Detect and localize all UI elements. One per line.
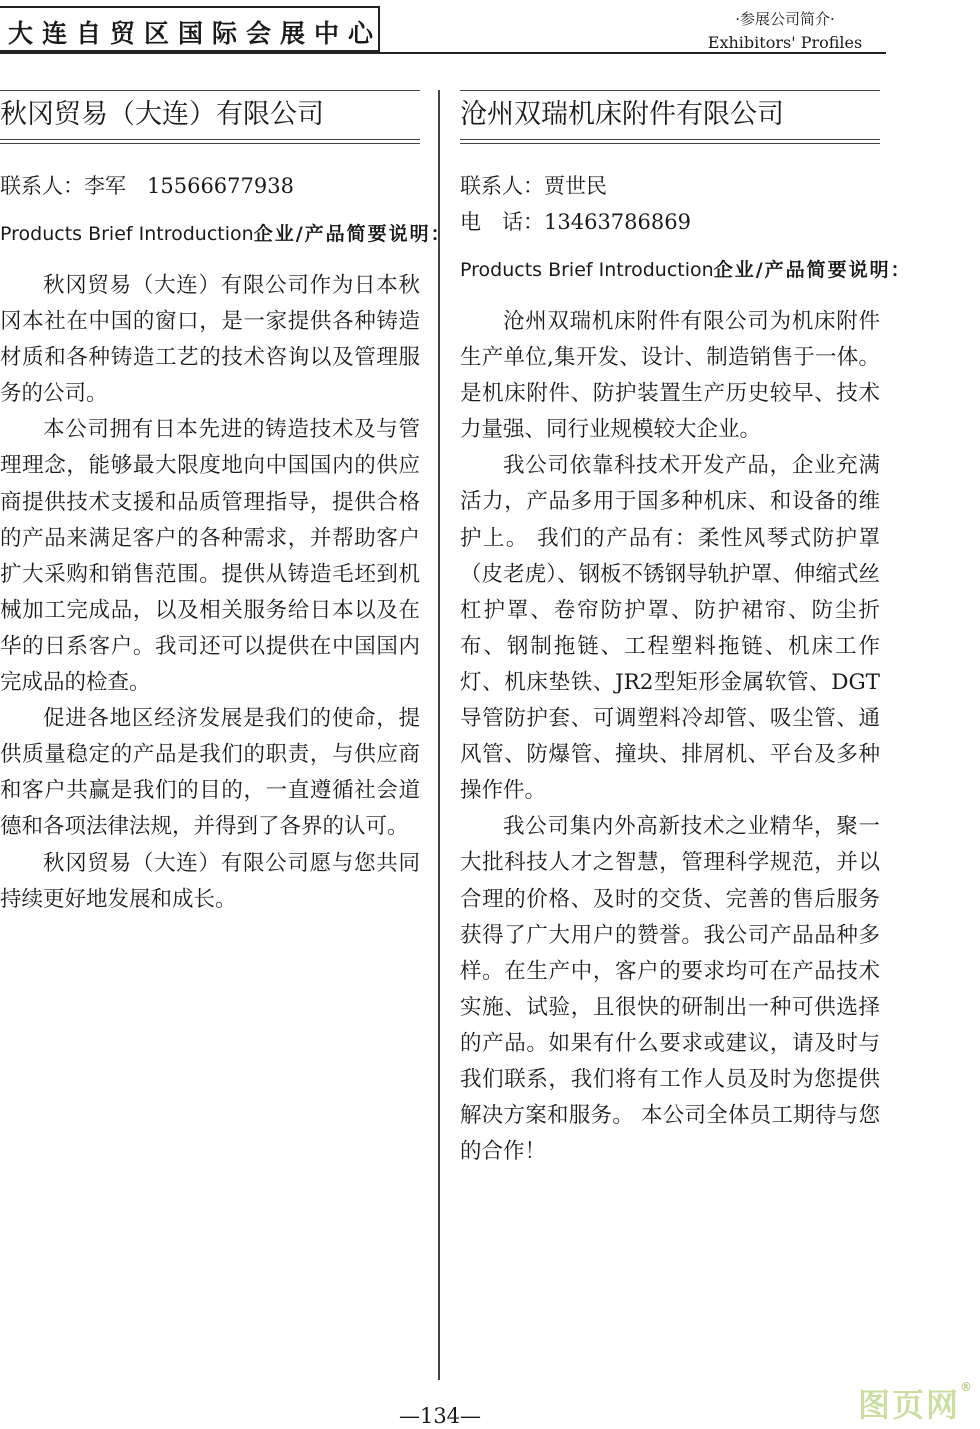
title-rule-bottom	[460, 139, 880, 144]
title-rule-bottom	[0, 139, 420, 144]
contact-line: 联系人：贾世民	[460, 174, 607, 198]
contact-block	[0, 168, 420, 204]
paragraph: 促进各地区经济发展是我们的使命，提供质量稳定的产品是我们的职责，与供应商和客户共赢是我们的目的，一直遵循社会道德和各项法律法规，并得到了各界的认可。	[0, 706, 420, 840]
registered-mark: ®	[960, 1380, 975, 1394]
paragraph: 秋冈贸易（大连）有限公司作为日本秋冈本社在中国的窗口，是一家提供各种铸造材质和各种铸造工艺的技术咨询以及管理服务的公司。	[0, 273, 420, 407]
title-rule-top	[460, 90, 880, 91]
company-profile-left	[0, 90, 452, 918]
paragraph: 我公司依靠科技术开发产品，企业充满活力，产品多用于国多种机床、和设备的维护上。 我们的产品有：柔性风琴式防护罩（皮老虎）、钢板不锈钢导轨护罩、伸缩式丝杠护罩、卷帘防护罩、防护裙帘、防尘折布、钢制拖链、工程塑料拖链、机床工作灯、机床垫铁、JR2型矩形金属软管、DGT导管防护套、可调塑料冷却管、吸尘管、通风管、防爆管、撞块、排屑机、平台及多种操作件。	[460, 453, 880, 804]
header-rule	[0, 52, 886, 54]
intro-heading	[460, 250, 912, 290]
intro-heading-cn: 企业/产品简要说明：	[713, 259, 912, 281]
intro-heading	[0, 214, 452, 254]
intro-heading-cn: 企业/产品简要说明：	[253, 223, 452, 245]
paragraph: 秋冈贸易（大连）有限公司愿与您共同持续更好地发展和成长。	[0, 850, 420, 912]
section-label: ·参展公司简介·	[735, 10, 835, 28]
paragraph: 沧州双瑞机床附件有限公司为机床附件生产单位,集开发、设计、制造销售于一体。是机床附件、防护装置生产历史较早、技术力量强、同行业规模较大企业。	[460, 309, 880, 443]
company-description	[460, 304, 880, 1170]
paragraph: 我公司集内外高新技术之业精华，聚一大批科技人才之智慧，管理科学规范，并以合理的价格、及时的交货、完善的售后服务获得了广大用户的赞誉。我公司产品品种多样。在生产中，客户的要求均可在产品技术实施、试验，且很快的研制出一种可供选择的产品。如果有什么要求或建议，请及时与我们联系，我们将有工作人员及时为您提供解决方案和服务。 本公司全体员工期待与您的合作！	[460, 814, 880, 1165]
company-title: 沧州双瑞机床附件有限公司	[460, 99, 784, 130]
section-label-en: Exhibitors' Profiles	[707, 33, 863, 52]
intro-heading-en: Products Brief Introduction	[0, 223, 254, 245]
column-divider	[438, 90, 440, 1380]
title-rule-top	[0, 90, 420, 91]
company-title: 秋冈贸易（大连）有限公司	[0, 99, 324, 130]
intro-heading-en: Products Brief Introduction	[460, 259, 714, 281]
contact-line: 联系人：李军 15566677938	[0, 174, 294, 198]
page-number: —134—	[398, 1404, 482, 1428]
watermark-logo	[858, 1380, 974, 1426]
watermark-text: 图页网	[858, 1386, 961, 1424]
company-description	[0, 268, 420, 918]
brand-title: 大连自贸区国际会展中心	[8, 19, 383, 48]
company-profile-right	[460, 90, 912, 1170]
paragraph: 本公司拥有日本先进的铸造技术及与管理理念，能够最大限度地向中国国内的供应商提供技术支援和品质管理指导，提供合格的产品来满足客户的各种需求，并帮助客户扩大采购和销售范围。提供从铸造毛坯到机械加工完成品，以及相关服务给日本以及在华的日系客户。我司还可以提供在中国国内完成品的检查。	[0, 417, 420, 696]
contact-line: 电 话：13463786869	[460, 210, 691, 234]
contact-block	[460, 168, 880, 240]
